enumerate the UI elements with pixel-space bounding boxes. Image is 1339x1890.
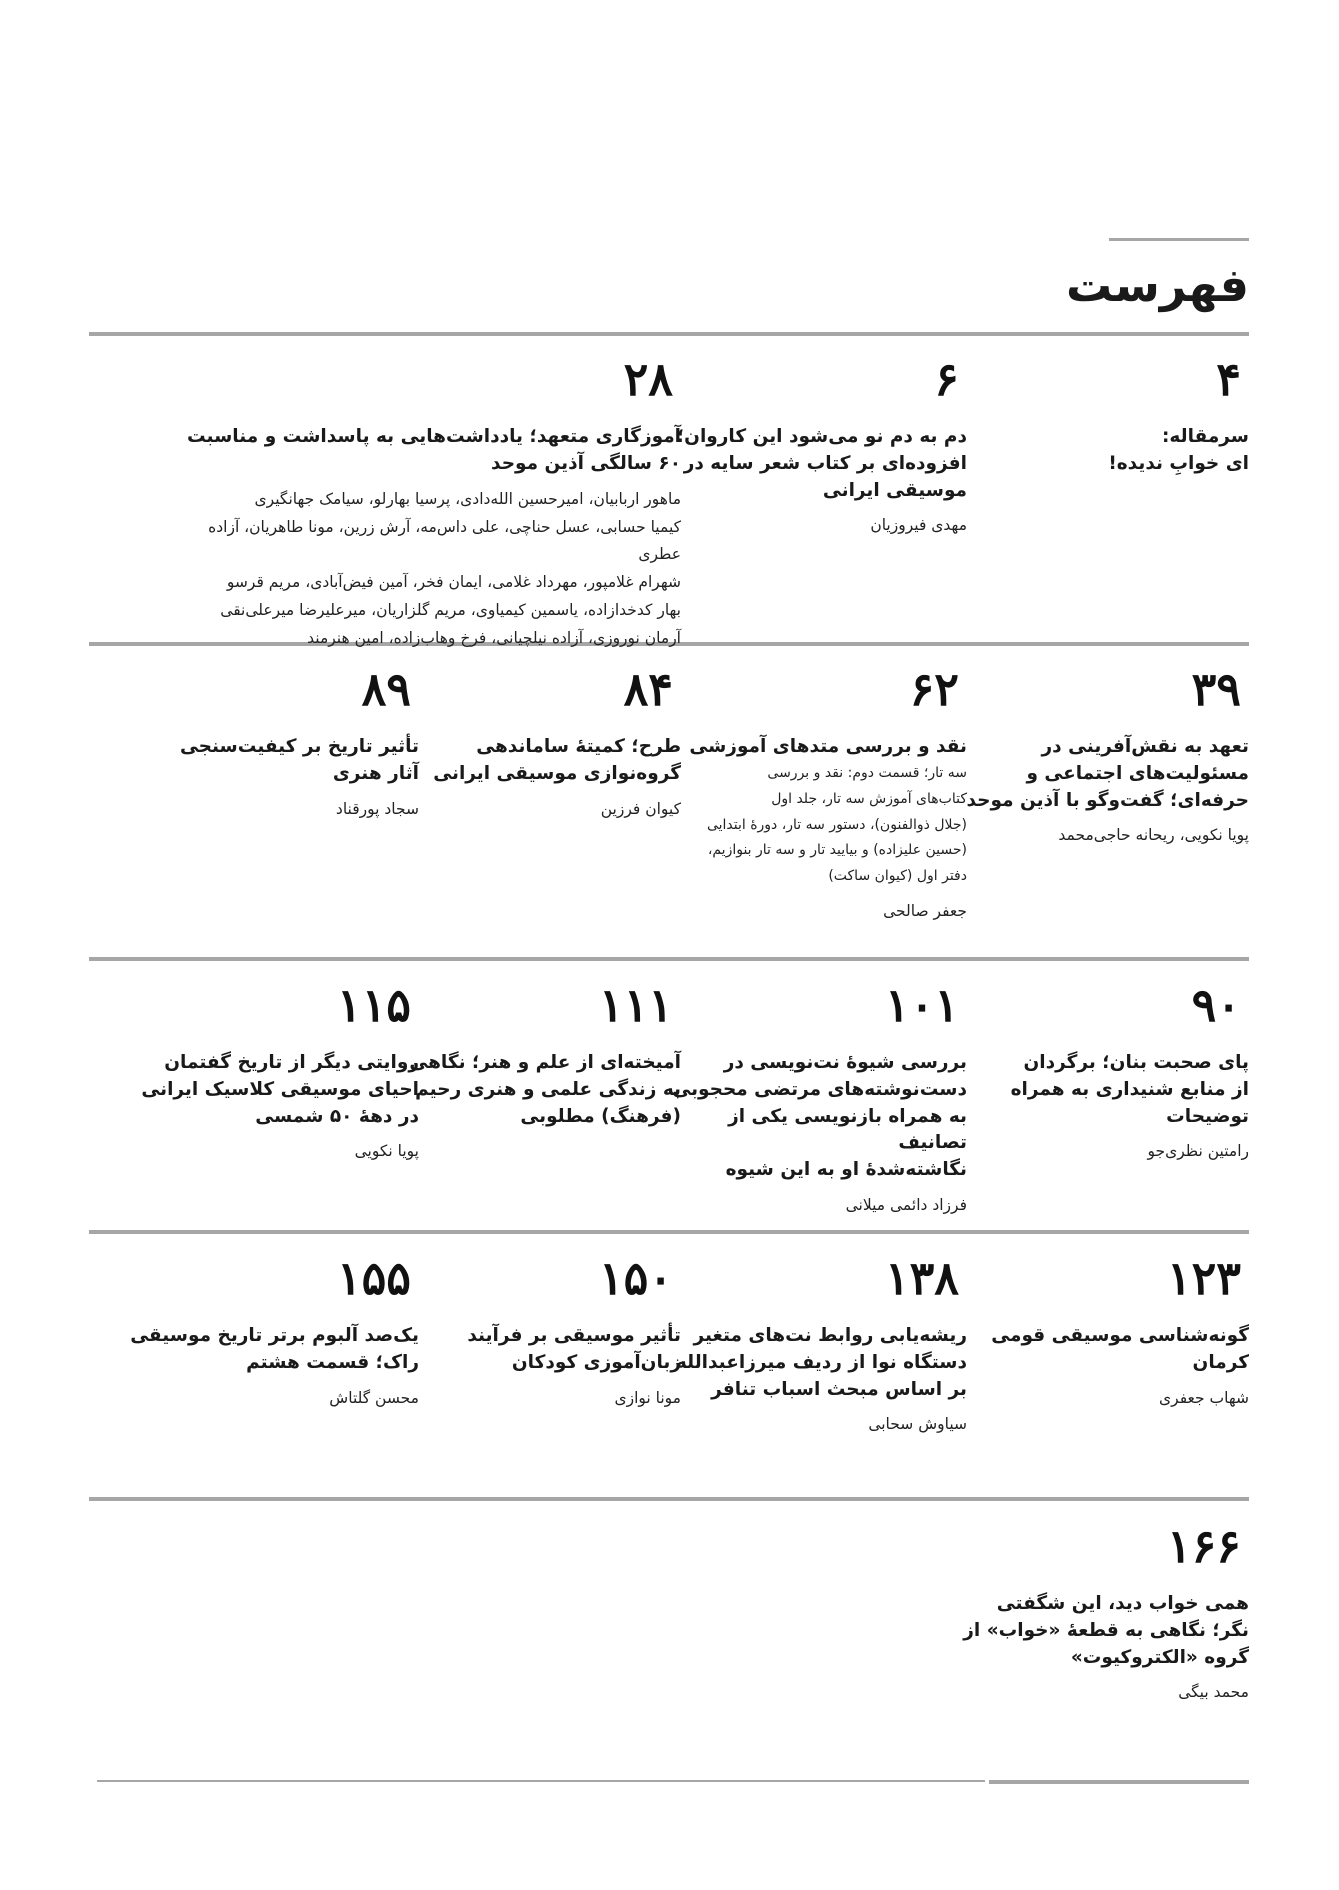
row-divider [89,957,1249,961]
page-number: ۱۵۵ [336,1251,411,1305]
page-number: ۲۸ [623,352,673,406]
entry-title: تعهد به نقش‌آفرینی در مسئولیت‌های اجتماعی و حرفه‌ای؛ گفت‌وگو با آذین موحد [966,736,1249,811]
entry-title: آموزگاری متعهد؛ یادداشت‌هایی به پاسداشت و مناسبت ۶۰ سالگی آذین موحد [186,426,681,474]
toc-entry[interactable] [949,1519,1249,1707]
page-title: فهرست [1065,258,1249,312]
entry-authors: مهدی فیروزیان [870,516,967,535]
entry-authors: ماهور اربابیان، امیرحسین الله‌دادی، پرسیا بهارلو، سیامک جهانگیری کیمیا حسابی، عسل حناچی، علی داس‌مه، آرش زرین، مونا طاهریان، آزاده عطری شهرام غلامپور، مهرداد غلامی، ایمان فخر، آمین فیض‌آبادی، مریم قرسو بهار کدخدازاده، یاسمین کیمیاوی، مریم گلزاریان، میرعلیرضا میرعلی‌نقی آرمان نوروزی، آزاده نیلچیانی، فرخ وهاب‌زاده، امین هنرمند [208,489,681,648]
page-number: ۱۶۶ [1166,1519,1241,1573]
page-number: ۸۹ [361,662,411,716]
entry-title: ریشه‌یابی روابط نت‌های متغیر دستگاه نوا از ردیف میرزاعبدالله بر اساس مبحث اسباب تنافر [675,1325,967,1400]
entry-title: پای صحبت بنان؛ برگردان از منابع شنیداری به همراه توضیحات [1010,1052,1249,1127]
page-number: ۱۲۳ [1166,1251,1241,1305]
entry-title: یک‌صد آلبوم برتر تاریخ موسیقی راک؛ قسمت هشتم [130,1325,419,1373]
row-divider [89,332,1249,336]
entry-title: تأثیر موسیقی بر فرآیند زبان‌آموزی کودکان [467,1325,681,1373]
entry-title: گونه‌شناسی موسیقی قومی کرمان [991,1325,1249,1373]
entry-title: آمیخته‌ای از علم و هنر؛ نگاهی به زندگی علمی و هنری رحیم (فرهنگ) مطلوبی [409,1052,681,1127]
title-rule [1109,238,1249,241]
entry-authors: محمد بیگی [1178,1683,1249,1702]
page-number: ۹۰ [1191,978,1241,1032]
bottom-rule-accent [989,1780,1249,1784]
entry-authors: رامتین نظری‌جو [1147,1142,1249,1161]
page-number: ۴ [1216,352,1241,406]
toc-entry[interactable] [381,662,681,824]
entry-authors: فرزاد دائمی میلانی [845,1196,967,1215]
entry-authors: پویا نکویی [354,1142,419,1161]
page-number: ۶ [934,352,959,406]
toc-entry[interactable] [667,662,967,926]
toc-entry[interactable] [381,1251,681,1413]
entry-authors: مونا نوازی [614,1388,681,1407]
entry-authors: کیوان فرزین [600,799,681,818]
page-number: ۱۰۱ [884,978,959,1032]
entry-title: دم به دم نو می‌شود این کاروان؛ افزوده‌ای بر کتاب شعر سایه در موسیقی ایرانی [676,426,967,501]
page-number: ۱۱۱ [598,978,673,1032]
toc-entry[interactable] [119,978,419,1166]
toc-entry[interactable] [381,978,681,1130]
bottom-rule [97,1780,985,1782]
entry-subtitle: سه تار؛ قسمت دوم: نقد و بررسی کتاب‌های آموزش سه تار، جلد اول (جلال ذوالفنون)، دستور سه تار، دورهٔ ابتدایی (حسین علیزاده) و بیایید تار و سه تار بنوازیم، دفتر اول (کیوان ساکت) [706,764,967,885]
toc-entry[interactable] [949,978,1249,1166]
page-number: ۸۴ [623,662,673,716]
page-number: ۶۲ [909,662,959,716]
entry-title: بررسی شیوهٔ نت‌نویسی در دست‌نوشته‌های مرتضی محجوبی به همراه بازنویسی یکی از تصانیف نگاشته‌شدهٔ او به این شیوه [672,1052,967,1181]
entry-authors: پویا نکویی، ریحانه حاجی‌محمد [1058,826,1249,845]
entry-authors: سیاوش سحابی [868,1415,967,1434]
page-number: ۱۳۸ [884,1251,959,1305]
entry-title: طرح؛ کمیتهٔ ساماندهی گروه‌نوازی موسیقی ایرانی [433,736,681,784]
entry-authors: شهاب جعفری [1159,1388,1249,1407]
toc-entry[interactable] [667,352,967,540]
toc-entry[interactable] [119,662,419,824]
toc-entry[interactable] [667,1251,967,1439]
toc-entry[interactable] [667,978,967,1220]
entry-title: همی خواب دید، این شگفتی نگر؛ نگاهی به قطعهٔ «خواب» از گروه «الکتروکیوت» [963,1593,1249,1668]
page-number: ۱۱۵ [336,978,411,1032]
entry-title: تأثیر تاریخ بر کیفیت‌سنجی آثار هنری [179,736,419,784]
row-divider [89,1497,1249,1501]
entry-authors: محسن گلتاش [329,1388,419,1407]
entry-title: روایتی دیگر از تاریخ گفتمان احیای موسیقی کلاسیک ایرانی در دههٔ ۵۰ شمسی [141,1052,419,1127]
toc-entry[interactable] [161,352,681,653]
entry-title: نقد و بررسی متدهای آموزشی [689,736,967,757]
toc-entry[interactable] [949,1251,1249,1413]
toc-entry[interactable] [949,662,1249,850]
entry-title: سرمقاله: ای خوابِ ندیده! [1108,426,1249,474]
entry-authors: سجاد پورقناد [335,799,419,818]
entry-authors: جعفر صالحی [883,902,967,921]
page-number: ۳۹ [1191,662,1241,716]
row-divider [89,1230,1249,1234]
toc-entry[interactable] [119,1251,419,1413]
toc-entry[interactable] [949,352,1249,478]
page-number: ۱۵۰ [598,1251,673,1305]
